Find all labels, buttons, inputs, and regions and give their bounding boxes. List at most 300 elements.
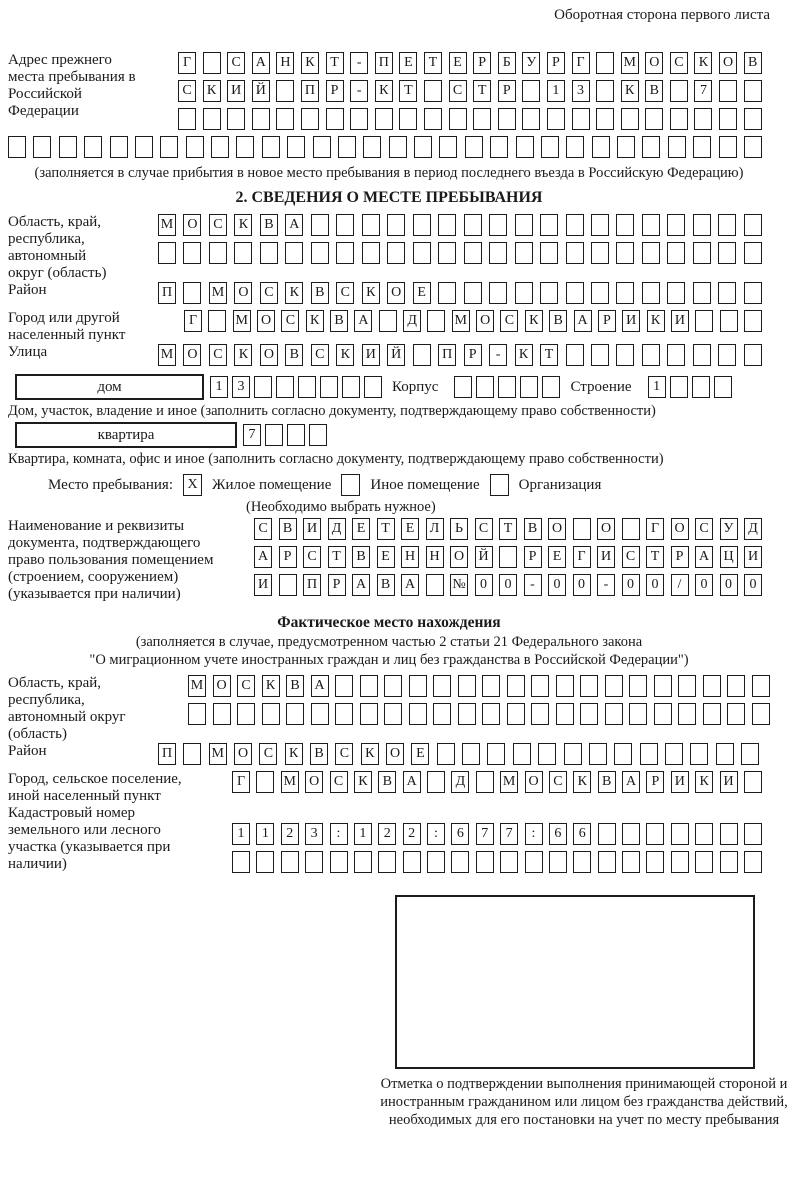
char-cell[interactable]	[433, 675, 451, 697]
char-cell[interactable]: Г	[573, 546, 591, 568]
char-cell[interactable]: -	[489, 344, 507, 366]
char-cell[interactable]	[413, 344, 431, 366]
char-cell[interactable]	[540, 214, 558, 236]
char-cell[interactable]	[487, 743, 505, 765]
char-cell[interactable]	[671, 823, 689, 845]
char-cell[interactable]: 7	[500, 823, 518, 845]
char-cell[interactable]	[379, 310, 397, 332]
char-cell[interactable]	[540, 282, 558, 304]
char-cell[interactable]	[489, 242, 507, 264]
char-cell[interactable]: С	[695, 518, 713, 540]
char-cell[interactable]	[678, 675, 696, 697]
char-cell[interactable]: А	[622, 771, 640, 793]
char-cell[interactable]	[520, 376, 538, 398]
char-cell[interactable]	[744, 214, 762, 236]
char-cell[interactable]	[158, 242, 176, 264]
char-cell[interactable]: К	[695, 771, 713, 793]
char-cell[interactable]: 1	[547, 80, 565, 102]
char-cell[interactable]	[629, 675, 647, 697]
char-cell[interactable]	[110, 136, 128, 158]
char-cell[interactable]	[350, 108, 368, 130]
char-cell[interactable]	[693, 214, 711, 236]
char-cell[interactable]: 3	[572, 80, 590, 102]
char-cell[interactable]	[727, 675, 745, 697]
char-cell[interactable]	[720, 310, 738, 332]
char-cell[interactable]	[426, 574, 444, 596]
char-cell[interactable]: И	[362, 344, 380, 366]
char-cell[interactable]: О	[213, 675, 231, 697]
char-cell[interactable]: М	[500, 771, 518, 793]
char-cell[interactable]: Р	[464, 344, 482, 366]
char-cell[interactable]	[330, 851, 348, 873]
char-cell[interactable]	[580, 703, 598, 725]
char-cell[interactable]	[160, 136, 178, 158]
char-cell[interactable]	[566, 242, 584, 264]
char-cell[interactable]	[301, 108, 319, 130]
char-cell[interactable]: :	[427, 823, 445, 845]
char-cell[interactable]	[667, 282, 685, 304]
char-cell[interactable]	[752, 675, 770, 697]
char-cell[interactable]	[465, 136, 483, 158]
char-cell[interactable]	[298, 376, 316, 398]
char-cell[interactable]: А	[252, 52, 270, 74]
char-cell[interactable]	[237, 703, 255, 725]
char-cell[interactable]	[213, 703, 231, 725]
char-cell[interactable]: Н	[401, 546, 419, 568]
char-cell[interactable]	[363, 136, 381, 158]
char-cell[interactable]	[482, 675, 500, 697]
char-cell[interactable]: М	[452, 310, 470, 332]
char-cell[interactable]: К	[234, 214, 252, 236]
char-cell[interactable]	[424, 108, 442, 130]
char-cell[interactable]	[596, 108, 614, 130]
char-cell[interactable]	[513, 743, 531, 765]
char-cell[interactable]	[326, 108, 344, 130]
char-cell[interactable]	[338, 136, 356, 158]
char-cell[interactable]: Р	[524, 546, 542, 568]
char-cell[interactable]	[427, 310, 445, 332]
char-cell[interactable]	[336, 214, 354, 236]
char-cell[interactable]: С	[449, 80, 467, 102]
char-cell[interactable]	[451, 851, 469, 873]
char-cell[interactable]	[409, 675, 427, 697]
char-cell[interactable]	[580, 675, 598, 697]
char-cell[interactable]	[693, 282, 711, 304]
char-cell[interactable]: С	[500, 310, 518, 332]
char-cell[interactable]	[693, 242, 711, 264]
char-cell[interactable]: О	[476, 310, 494, 332]
char-cell[interactable]	[499, 546, 517, 568]
char-cell[interactable]: М	[158, 344, 176, 366]
char-cell[interactable]	[236, 136, 254, 158]
char-cell[interactable]	[285, 242, 303, 264]
char-cell[interactable]: В	[286, 675, 304, 697]
char-cell[interactable]: 7	[243, 424, 261, 446]
char-cell[interactable]	[183, 743, 201, 765]
char-cell[interactable]	[616, 242, 634, 264]
char-cell[interactable]	[515, 242, 533, 264]
char-cell[interactable]	[694, 108, 712, 130]
char-cell[interactable]: В	[524, 518, 542, 540]
char-cell[interactable]	[642, 136, 660, 158]
char-cell[interactable]: В	[260, 214, 278, 236]
char-cell[interactable]: -	[597, 574, 615, 596]
char-cell[interactable]: В	[598, 771, 616, 793]
char-cell[interactable]	[305, 851, 323, 873]
char-cell[interactable]	[693, 136, 711, 158]
char-cell[interactable]: Р	[473, 52, 491, 74]
char-cell[interactable]	[183, 242, 201, 264]
char-cell[interactable]: О	[450, 546, 468, 568]
char-cell[interactable]	[692, 376, 710, 398]
char-cell[interactable]	[254, 376, 272, 398]
char-cell[interactable]: 0	[646, 574, 664, 596]
char-cell[interactable]	[718, 344, 736, 366]
char-cell[interactable]: 1	[232, 823, 250, 845]
char-cell[interactable]	[515, 214, 533, 236]
char-cell[interactable]	[596, 52, 614, 74]
char-cell[interactable]	[622, 851, 640, 873]
char-cell[interactable]	[387, 242, 405, 264]
char-cell[interactable]	[438, 214, 456, 236]
char-cell[interactable]	[727, 703, 745, 725]
char-cell[interactable]: О	[234, 743, 252, 765]
char-cell[interactable]: Б	[498, 52, 516, 74]
char-cell[interactable]: К	[262, 675, 280, 697]
char-cell[interactable]	[605, 675, 623, 697]
char-cell[interactable]: У	[522, 52, 540, 74]
char-cell[interactable]	[744, 282, 762, 304]
char-cell[interactable]: С	[227, 52, 245, 74]
char-cell[interactable]	[670, 376, 688, 398]
char-cell[interactable]	[549, 851, 567, 873]
char-cell[interactable]: Д	[744, 518, 762, 540]
char-cell[interactable]	[719, 108, 737, 130]
char-cell[interactable]	[671, 851, 689, 873]
char-cell[interactable]: К	[647, 310, 665, 332]
char-cell[interactable]: О	[260, 344, 278, 366]
char-cell[interactable]	[188, 703, 206, 725]
char-cell[interactable]	[489, 282, 507, 304]
char-cell[interactable]: К	[336, 344, 354, 366]
char-cell[interactable]: М	[209, 282, 227, 304]
char-cell[interactable]	[719, 136, 737, 158]
char-cell[interactable]	[744, 242, 762, 264]
char-cell[interactable]	[387, 214, 405, 236]
char-cell[interactable]: С	[311, 344, 329, 366]
char-cell[interactable]: Д	[451, 771, 469, 793]
char-cell[interactable]	[566, 282, 584, 304]
char-cell[interactable]	[427, 771, 445, 793]
char-cell[interactable]	[464, 214, 482, 236]
char-cell[interactable]: Ь	[450, 518, 468, 540]
char-cell[interactable]	[183, 282, 201, 304]
char-cell[interactable]: Г	[178, 52, 196, 74]
char-cell[interactable]	[309, 424, 327, 446]
char-cell[interactable]	[522, 80, 540, 102]
char-cell[interactable]: К	[301, 52, 319, 74]
char-cell[interactable]	[646, 851, 664, 873]
char-cell[interactable]	[413, 242, 431, 264]
char-cell[interactable]: О	[548, 518, 566, 540]
char-cell[interactable]: 0	[744, 574, 762, 596]
char-cell[interactable]: Т	[473, 80, 491, 102]
char-cell[interactable]	[489, 214, 507, 236]
char-cell[interactable]	[716, 743, 734, 765]
char-cell[interactable]	[642, 242, 660, 264]
char-cell[interactable]: :	[330, 823, 348, 845]
char-cell[interactable]	[313, 136, 331, 158]
char-cell[interactable]: Т	[540, 344, 558, 366]
char-cell[interactable]: С	[303, 546, 321, 568]
char-cell[interactable]	[438, 282, 456, 304]
char-cell[interactable]	[598, 851, 616, 873]
char-cell[interactable]	[498, 108, 516, 130]
char-cell[interactable]: П	[375, 52, 393, 74]
char-cell[interactable]: И	[744, 546, 762, 568]
char-cell[interactable]	[311, 703, 329, 725]
char-cell[interactable]	[744, 823, 762, 845]
char-cell[interactable]: 6	[451, 823, 469, 845]
char-cell[interactable]: К	[203, 80, 221, 102]
char-cell[interactable]	[476, 771, 494, 793]
char-cell[interactable]: С	[622, 546, 640, 568]
char-cell[interactable]: И	[227, 80, 245, 102]
char-cell[interactable]	[617, 136, 635, 158]
char-cell[interactable]: Т	[328, 546, 346, 568]
char-cell[interactable]	[262, 136, 280, 158]
char-cell[interactable]	[59, 136, 77, 158]
char-cell[interactable]: С	[670, 52, 688, 74]
char-cell[interactable]	[33, 136, 51, 158]
char-cell[interactable]: 2	[403, 823, 421, 845]
char-cell[interactable]: П	[301, 80, 319, 102]
char-cell[interactable]: Р	[498, 80, 516, 102]
char-cell[interactable]: Д	[328, 518, 346, 540]
char-cell[interactable]	[476, 851, 494, 873]
char-cell[interactable]: Д	[403, 310, 421, 332]
char-cell[interactable]	[203, 52, 221, 74]
char-cell[interactable]: К	[285, 743, 303, 765]
char-cell[interactable]: Е	[399, 52, 417, 74]
char-cell[interactable]	[573, 851, 591, 873]
char-cell[interactable]: 0	[475, 574, 493, 596]
char-cell[interactable]	[335, 703, 353, 725]
char-cell[interactable]	[720, 851, 738, 873]
char-cell[interactable]: К	[375, 80, 393, 102]
char-cell[interactable]	[507, 675, 525, 697]
char-cell[interactable]: Р	[671, 546, 689, 568]
char-cell[interactable]: Е	[411, 743, 429, 765]
char-cell[interactable]: К	[694, 52, 712, 74]
char-cell[interactable]: С	[549, 771, 567, 793]
char-cell[interactable]	[476, 376, 494, 398]
char-cell[interactable]: П	[303, 574, 321, 596]
char-cell[interactable]	[498, 376, 516, 398]
char-cell[interactable]	[276, 80, 294, 102]
char-cell[interactable]: К	[573, 771, 591, 793]
char-cell[interactable]	[744, 136, 762, 158]
char-cell[interactable]: Р	[326, 80, 344, 102]
char-cell[interactable]: -	[524, 574, 542, 596]
checkbox-organization[interactable]	[490, 474, 509, 496]
char-cell[interactable]	[320, 376, 338, 398]
char-cell[interactable]	[744, 108, 762, 130]
char-cell[interactable]	[622, 823, 640, 845]
char-cell[interactable]	[84, 136, 102, 158]
char-cell[interactable]	[515, 282, 533, 304]
char-cell[interactable]: М	[281, 771, 299, 793]
char-cell[interactable]: А	[695, 546, 713, 568]
char-cell[interactable]	[714, 376, 732, 398]
char-cell[interactable]	[667, 214, 685, 236]
char-cell[interactable]: Т	[399, 80, 417, 102]
char-cell[interactable]	[279, 574, 297, 596]
char-cell[interactable]: О	[719, 52, 737, 74]
char-cell[interactable]: В	[377, 574, 395, 596]
char-cell[interactable]	[695, 823, 713, 845]
char-cell[interactable]	[178, 108, 196, 130]
char-cell[interactable]: Н	[276, 52, 294, 74]
char-cell[interactable]: Т	[377, 518, 395, 540]
char-cell[interactable]: А	[285, 214, 303, 236]
char-cell[interactable]: :	[525, 823, 543, 845]
char-cell[interactable]: Й	[387, 344, 405, 366]
char-cell[interactable]	[449, 108, 467, 130]
char-cell[interactable]: К	[515, 344, 533, 366]
char-cell[interactable]: О	[234, 282, 252, 304]
char-cell[interactable]: О	[305, 771, 323, 793]
char-cell[interactable]	[424, 80, 442, 102]
char-cell[interactable]	[473, 108, 491, 130]
char-cell[interactable]	[589, 743, 607, 765]
char-cell[interactable]: Е	[377, 546, 395, 568]
char-cell[interactable]: 6	[549, 823, 567, 845]
char-cell[interactable]	[409, 703, 427, 725]
char-cell[interactable]: Р	[328, 574, 346, 596]
char-cell[interactable]	[281, 851, 299, 873]
char-cell[interactable]	[384, 675, 402, 697]
char-cell[interactable]	[598, 823, 616, 845]
char-cell[interactable]: С	[178, 80, 196, 102]
char-cell[interactable]	[744, 771, 762, 793]
char-cell[interactable]: С	[209, 344, 227, 366]
char-cell[interactable]: А	[254, 546, 272, 568]
char-cell[interactable]	[438, 242, 456, 264]
char-cell[interactable]	[564, 743, 582, 765]
checkbox-other-premises[interactable]	[341, 474, 360, 496]
char-cell[interactable]: А	[311, 675, 329, 697]
char-cell[interactable]	[276, 108, 294, 130]
char-cell[interactable]	[482, 703, 500, 725]
char-cell[interactable]: О	[386, 743, 404, 765]
char-cell[interactable]: С	[209, 214, 227, 236]
char-cell[interactable]	[642, 214, 660, 236]
char-cell[interactable]	[458, 703, 476, 725]
char-cell[interactable]: И	[671, 310, 689, 332]
char-cell[interactable]: К	[621, 80, 639, 102]
char-cell[interactable]: В	[310, 743, 328, 765]
char-cell[interactable]: 0	[720, 574, 738, 596]
char-cell[interactable]	[616, 214, 634, 236]
char-cell[interactable]: 7	[476, 823, 494, 845]
char-cell[interactable]	[232, 851, 250, 873]
char-cell[interactable]: К	[285, 282, 303, 304]
char-cell[interactable]	[375, 108, 393, 130]
char-cell[interactable]: Е	[413, 282, 431, 304]
char-cell[interactable]	[454, 376, 472, 398]
char-cell[interactable]: №	[450, 574, 468, 596]
char-cell[interactable]: О	[257, 310, 275, 332]
char-cell[interactable]: Т	[499, 518, 517, 540]
char-cell[interactable]	[646, 823, 664, 845]
char-cell[interactable]: А	[354, 310, 372, 332]
char-cell[interactable]	[744, 80, 762, 102]
char-cell[interactable]	[614, 743, 632, 765]
char-cell[interactable]	[572, 108, 590, 130]
char-cell[interactable]	[354, 851, 372, 873]
char-cell[interactable]: Т	[646, 546, 664, 568]
char-cell[interactable]: В	[645, 80, 663, 102]
char-cell[interactable]	[616, 344, 634, 366]
char-cell[interactable]: Е	[449, 52, 467, 74]
char-cell[interactable]: 1	[210, 376, 228, 398]
char-cell[interactable]: В	[279, 518, 297, 540]
char-cell[interactable]: Ц	[720, 546, 738, 568]
char-cell[interactable]: С	[336, 282, 354, 304]
char-cell[interactable]	[439, 136, 457, 158]
char-cell[interactable]	[591, 282, 609, 304]
char-cell[interactable]	[642, 344, 660, 366]
char-cell[interactable]	[616, 282, 634, 304]
char-cell[interactable]	[362, 214, 380, 236]
char-cell[interactable]	[566, 136, 584, 158]
char-cell[interactable]	[621, 108, 639, 130]
char-cell[interactable]	[378, 851, 396, 873]
char-cell[interactable]	[695, 851, 713, 873]
char-cell[interactable]: Л	[426, 518, 444, 540]
char-cell[interactable]	[741, 743, 759, 765]
char-cell[interactable]	[591, 214, 609, 236]
char-cell[interactable]	[458, 675, 476, 697]
char-cell[interactable]: А	[352, 574, 370, 596]
char-cell[interactable]	[360, 703, 378, 725]
char-cell[interactable]	[531, 675, 549, 697]
char-cell[interactable]	[591, 242, 609, 264]
char-cell[interactable]	[540, 242, 558, 264]
char-cell[interactable]: -	[350, 80, 368, 102]
char-cell[interactable]	[622, 518, 640, 540]
char-cell[interactable]	[464, 242, 482, 264]
checkbox-residential[interactable]: X	[183, 474, 202, 496]
char-cell[interactable]: Г	[232, 771, 250, 793]
char-cell[interactable]	[531, 703, 549, 725]
char-cell[interactable]: П	[158, 743, 176, 765]
char-cell[interactable]: Р	[547, 52, 565, 74]
char-cell[interactable]	[462, 743, 480, 765]
char-cell[interactable]	[654, 703, 672, 725]
char-cell[interactable]: 7	[694, 80, 712, 102]
char-cell[interactable]	[500, 851, 518, 873]
char-cell[interactable]: 1	[648, 376, 666, 398]
char-cell[interactable]: 0	[573, 574, 591, 596]
char-cell[interactable]	[640, 743, 658, 765]
char-cell[interactable]	[437, 743, 455, 765]
char-cell[interactable]: 2	[281, 823, 299, 845]
char-cell[interactable]: И	[671, 771, 689, 793]
char-cell[interactable]	[414, 136, 432, 158]
char-cell[interactable]	[234, 242, 252, 264]
